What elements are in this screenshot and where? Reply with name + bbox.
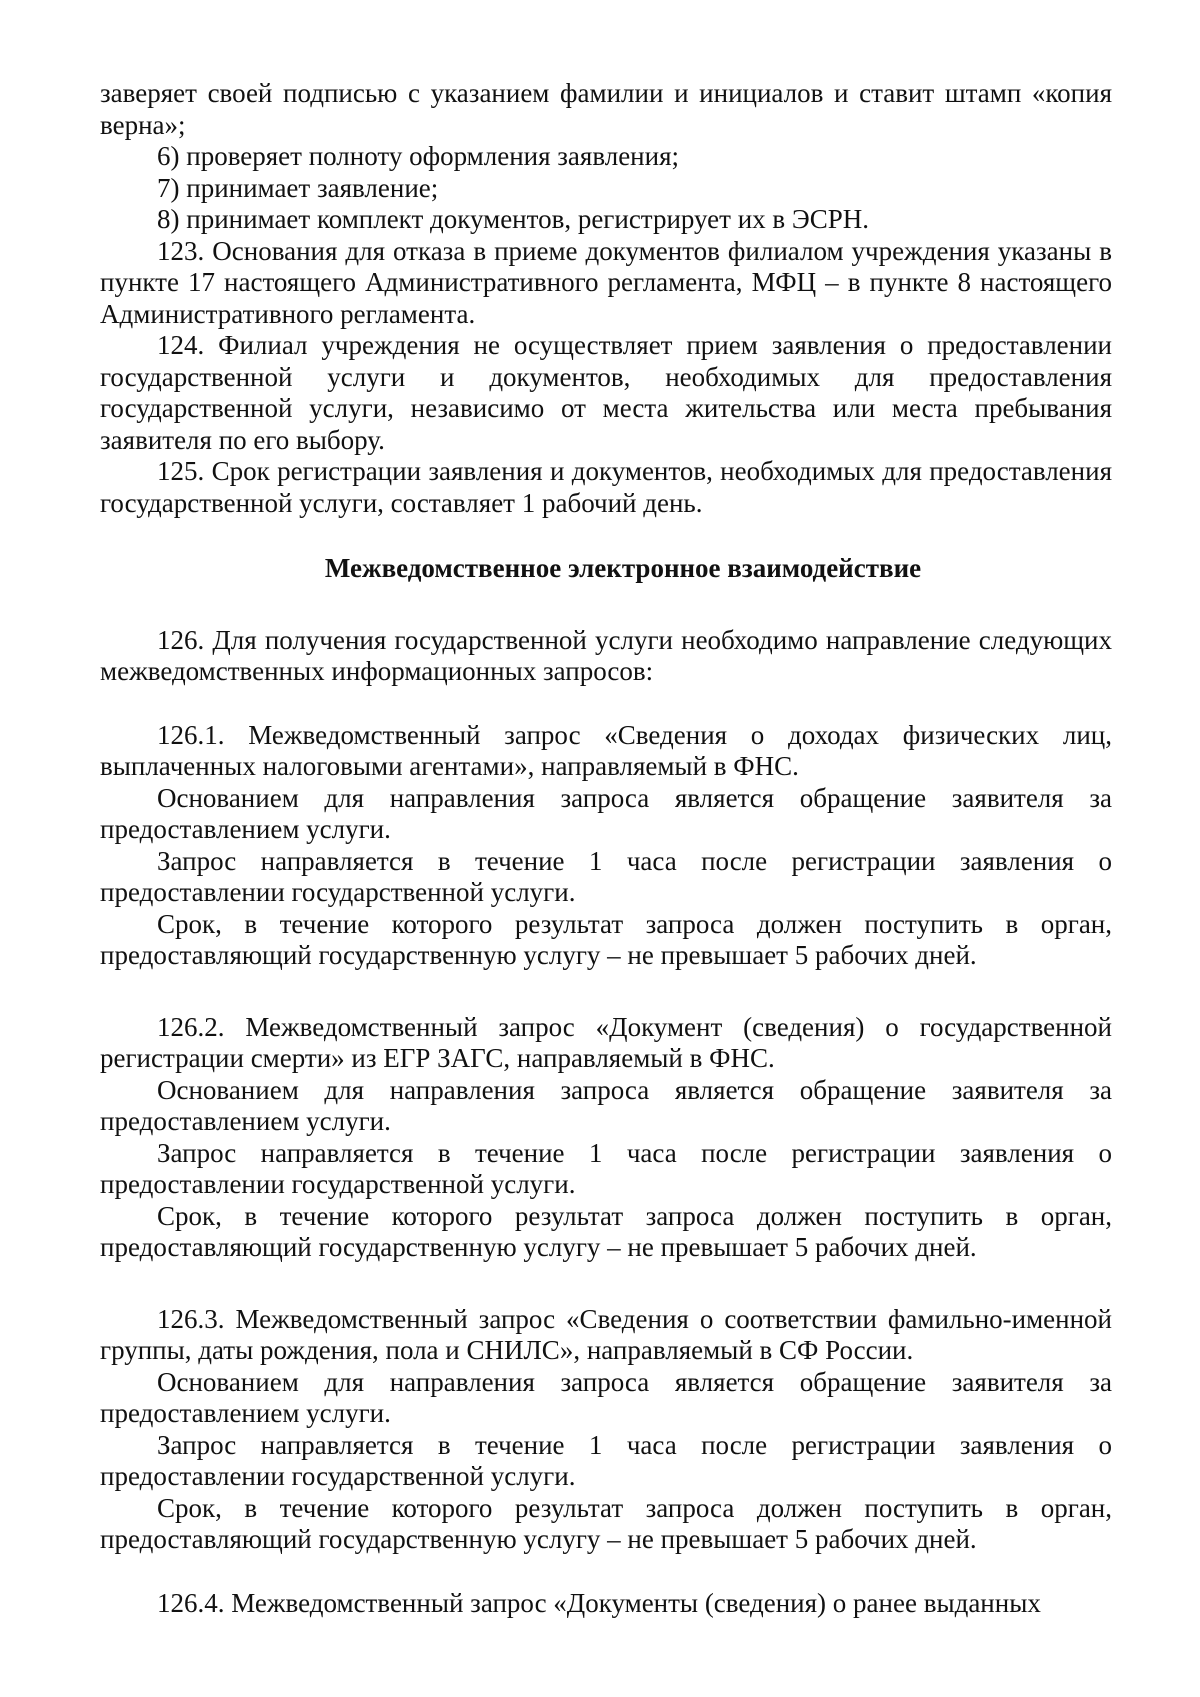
request-title: 126.3. Межведомственный запрос «Сведения о соответствии фамильно-именной группы, даты рождения, пола и СНИЛС», направляемый в СФ России. — [100, 1303, 1112, 1365]
paragraph-126: 126. Для получения государственной услуги необходимо направление следующих межведомственных информационных запросов: — [100, 624, 1112, 686]
list-item-6: 6) проверяет полноту оформления заявления; — [157, 141, 680, 171]
paragraph-continuation: заверяет своей подписью с указанием фамилии и инициалов и ставит штамп «копия верна»; — [100, 78, 1112, 140]
request-timing: Запрос направляется в течение 1 часа после регистрации заявления о предоставлении государственной услуги. — [100, 845, 1112, 907]
paragraph-125: 125. Срок регистрации заявления и документов, необходимых для предоставления государственной услуги, составляет 1 рабочий день. — [100, 456, 1112, 518]
request-block-126-1 — [100, 720, 1112, 972]
request-title: 126.1. Межведомственный запрос «Сведения о доходах физических лиц, выплаченных налоговыми агентами», направляемый в ФНС. — [100, 719, 1112, 781]
request-timing: Запрос направляется в течение 1 часа после регистрации заявления о предоставлении государственной услуги. — [100, 1429, 1112, 1491]
request-basis: Основанием для направления запроса является обращение заявителя за предоставлением услуги. — [100, 1366, 1112, 1428]
paragraph-124: 124. Филиал учреждения не осуществляет прием заявления о предоставлении государственной услуги и документов, необходимых для предоставления государственной услуги, независимо от места жительства или места пребывания заявителя по его выбору. — [100, 330, 1112, 455]
paragraph-126-4: 126.4. Межведомственный запрос «Документы (сведения) о ранее выданных — [157, 1587, 1041, 1618]
request-basis: Основанием для направления запроса является обращение заявителя за предоставлением услуги. — [100, 782, 1112, 844]
request-deadline: Срок, в течение которого результат запроса должен поступить в орган, предоставляющий государственную услугу – не превышает 5 рабочих дней. — [100, 1492, 1112, 1554]
request-title: 126.2. Межведомственный запрос «Документ (сведения) о государственной регистрации смерти» из ЕГР ЗАГС, направляемый в ФНС. — [100, 1011, 1112, 1073]
request-deadline: Срок, в течение которого результат запроса должен поступить в орган, предоставляющий государственную услугу – не превышает 5 рабочих дней. — [100, 1200, 1112, 1262]
request-block-126-2 — [100, 1012, 1112, 1264]
list-item-8: 8) принимает комплект документов, регистрирует их в ЭСРН. — [157, 204, 870, 234]
section-heading: Межведомственное электронное взаимодействие — [324, 553, 922, 583]
request-basis: Основанием для направления запроса является обращение заявителя за предоставлением услуги. — [100, 1074, 1112, 1136]
paragraph-123: 123. Основания для отказа в приеме документов филиалом учреждения указаны в пункте 17 настоящего Административного регламента, МФЦ – в пункте 8 настоящего Административного регламента. — [100, 235, 1112, 329]
list-item-7: 7) принимает заявление; — [157, 172, 439, 203]
request-deadline: Срок, в течение которого результат запроса должен поступить в орган, предоставляющий государственную услугу – не превышает 5 рабочих дней. — [100, 908, 1112, 970]
request-timing: Запрос направляется в течение 1 часа после регистрации заявления о предоставлении государственной услуги. — [100, 1137, 1112, 1199]
request-block-126-3 — [100, 1304, 1112, 1556]
